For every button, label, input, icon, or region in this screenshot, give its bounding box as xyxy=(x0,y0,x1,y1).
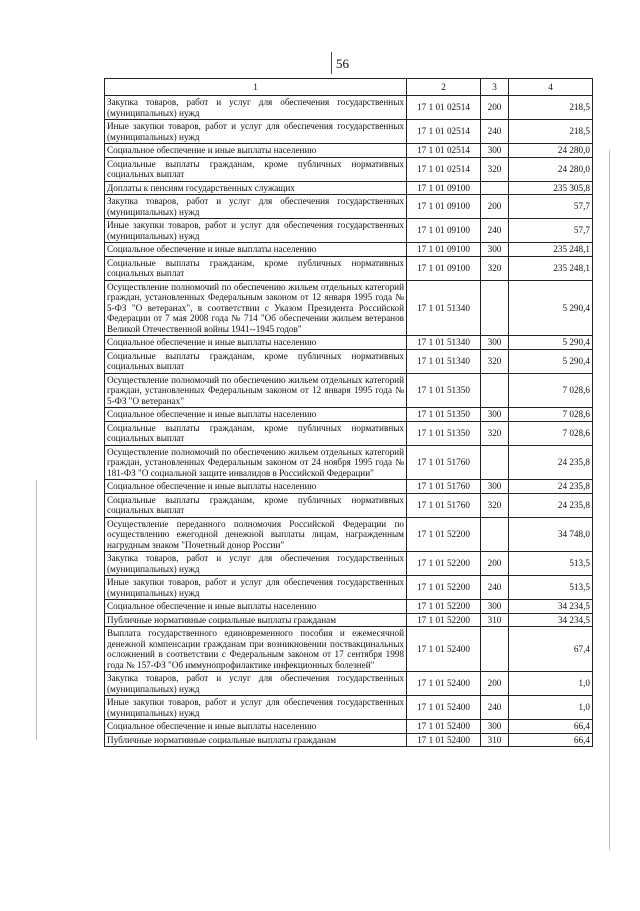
row-amount-cell: 235 305,8 xyxy=(509,181,593,195)
row-name-cell: Доплаты к пенсиям государственных служащих xyxy=(105,181,407,195)
row-code-cell: 17 1 01 02514 xyxy=(407,120,481,144)
row-code-cell: 17 1 01 51340 xyxy=(407,336,481,350)
row-name-cell: Осуществление переданного полномочия Российской Федерации по осуществлению ежегодной денежной выплаты лицам, награжденным нагрудным знаком "Почетный донор России" xyxy=(105,517,407,552)
row-code-cell: 17 1 01 52400 xyxy=(407,720,481,734)
row-name-cell: Выплата государственного единовременного пособия и ежемесячной денежной компенсации гражданам при возникновении поствакцинальных осложнений в соответствии с Федеральным законом от 17 сентября 1998 года № 157-ФЗ "Об иммунопрофилактике инфекционных болезней" xyxy=(105,627,407,672)
row-code-cell: 17 1 01 52400 xyxy=(407,672,481,696)
row-name-cell: Публичные нормативные социальные выплаты гражданам xyxy=(105,613,407,627)
row-name-cell: Осуществление полномочий по обеспечению жильем отдельных категорий граждан, установленных Федеральным законом от 24 ноября 1995 года № 181-ФЗ "О социальной защите инвалидов в Российской Федерации" xyxy=(105,445,407,480)
row-name-cell: Социальные выплаты гражданам, кроме публичных нормативных социальных выплат xyxy=(105,157,407,181)
row-name-cell: Социальное обеспечение и иные выплаты населению xyxy=(105,243,407,257)
table-row xyxy=(105,600,593,614)
row-amount-cell: 5 290,4 xyxy=(509,280,593,336)
row-name-cell: Закупка товаров, работ и услуг для обеспечения государственных (муниципальных) нужд xyxy=(105,552,407,576)
row-code-cell: 17 1 01 51350 xyxy=(407,421,481,445)
table-row xyxy=(105,421,593,445)
row-type-cell xyxy=(481,627,509,672)
table-row xyxy=(105,445,593,480)
table-row xyxy=(105,157,593,181)
row-type-cell xyxy=(481,517,509,552)
table-row xyxy=(105,219,593,243)
row-code-cell: 17 1 01 51760 xyxy=(407,480,481,494)
table-row xyxy=(105,280,593,336)
row-code-cell: 17 1 01 52400 xyxy=(407,627,481,672)
row-type-cell: 240 xyxy=(481,219,509,243)
row-amount-cell: 24 235,8 xyxy=(509,480,593,494)
table-row xyxy=(105,733,593,747)
table-row xyxy=(105,181,593,195)
row-amount-cell: 513,5 xyxy=(509,576,593,600)
row-amount-cell: 235 248,1 xyxy=(509,256,593,280)
scan-margin-line-right xyxy=(609,150,610,850)
row-code-cell: 17 1 01 51760 xyxy=(407,493,481,517)
row-name-cell: Социальное обеспечение и иные выплаты населению xyxy=(105,480,407,494)
row-name-cell: Осуществление полномочий по обеспечению жильем отдельных категорий граждан, установленных Федеральным законом от 12 января 1995 года № 5-ФЗ "О ветеранах", в соответствии с Указом Президента Российской Федерации от 7 мая 2008 года № 714 "Об обеспечении жильем ветеранов Великой Отечественной войны 1941--1945 годов" xyxy=(105,280,407,336)
table-row xyxy=(105,517,593,552)
table-row xyxy=(105,349,593,373)
header-column-2: 2 xyxy=(407,79,481,96)
row-name-cell: Осуществление полномочий по обеспечению жильем отдельных категорий граждан, установленных Федеральным законом от 12 января 1995 года № 5-ФЗ "О ветеранах" xyxy=(105,373,407,408)
table-row xyxy=(105,144,593,158)
row-type-cell: 310 xyxy=(481,613,509,627)
row-code-cell: 17 1 01 02514 xyxy=(407,144,481,158)
row-amount-cell: 34 234,5 xyxy=(509,600,593,614)
table-row xyxy=(105,493,593,517)
table-row xyxy=(105,256,593,280)
row-type-cell xyxy=(481,280,509,336)
row-type-cell: 310 xyxy=(481,733,509,747)
row-name-cell: Социальные выплаты гражданам, кроме публичных нормативных социальных выплат xyxy=(105,256,407,280)
row-name-cell: Социальное обеспечение и иные выплаты населению xyxy=(105,408,407,422)
row-code-cell: 17 1 01 52400 xyxy=(407,733,481,747)
row-amount-cell: 7 028,6 xyxy=(509,421,593,445)
row-amount-cell: 1,0 xyxy=(509,696,593,720)
row-amount-cell: 7 028,6 xyxy=(509,408,593,422)
row-code-cell: 17 1 01 51350 xyxy=(407,373,481,408)
table-row xyxy=(105,336,593,350)
row-amount-cell: 57,7 xyxy=(509,195,593,219)
row-name-cell: Закупка товаров, работ и услуг для обеспечения государственных (муниципальных) нужд xyxy=(105,195,407,219)
table-row xyxy=(105,613,593,627)
row-name-cell: Социальное обеспечение и иные выплаты населению xyxy=(105,336,407,350)
row-code-cell: 17 1 01 51760 xyxy=(407,445,481,480)
row-type-cell xyxy=(481,181,509,195)
row-code-cell: 17 1 01 09100 xyxy=(407,195,481,219)
row-code-cell: 17 1 01 52200 xyxy=(407,517,481,552)
row-name-cell: Иные закупки товаров, работ и услуг для обеспечения государственных (муниципальных) нужд xyxy=(105,219,407,243)
row-code-cell: 17 1 01 52200 xyxy=(407,552,481,576)
table-row xyxy=(105,373,593,408)
row-code-cell: 17 1 01 52200 xyxy=(407,576,481,600)
row-code-cell: 17 1 01 09100 xyxy=(407,181,481,195)
row-code-cell: 17 1 01 51340 xyxy=(407,349,481,373)
row-amount-cell: 513,5 xyxy=(509,552,593,576)
row-type-cell: 300 xyxy=(481,600,509,614)
header-column-3: 3 xyxy=(481,79,509,96)
row-type-cell: 300 xyxy=(481,720,509,734)
row-type-cell: 300 xyxy=(481,243,509,257)
row-type-cell: 300 xyxy=(481,336,509,350)
scan-margin-line-left xyxy=(36,480,37,740)
header-column-4: 4 xyxy=(509,79,593,96)
table-row xyxy=(105,195,593,219)
table-row xyxy=(105,552,593,576)
row-amount-cell: 57,7 xyxy=(509,219,593,243)
row-name-cell: Закупка товаров, работ и услуг для обеспечения государственных (муниципальных) нужд xyxy=(105,96,407,120)
row-amount-cell: 34 748,0 xyxy=(509,517,593,552)
row-type-cell xyxy=(481,373,509,408)
table-row xyxy=(105,96,593,120)
table-row xyxy=(105,672,593,696)
row-type-cell: 300 xyxy=(481,408,509,422)
row-amount-cell: 67,4 xyxy=(509,627,593,672)
row-name-cell: Иные закупки товаров, работ и услуг для обеспечения государственных (муниципальных) нужд xyxy=(105,120,407,144)
header-column-1: 1 xyxy=(105,79,407,96)
row-type-cell: 200 xyxy=(481,96,509,120)
row-name-cell: Социальное обеспечение и иные выплаты населению xyxy=(105,600,407,614)
row-amount-cell: 235 248,1 xyxy=(509,243,593,257)
row-name-cell: Социальные выплаты гражданам, кроме публичных нормативных социальных выплат xyxy=(105,349,407,373)
row-type-cell: 300 xyxy=(481,480,509,494)
table-row xyxy=(105,120,593,144)
row-type-cell xyxy=(481,445,509,480)
row-amount-cell: 5 290,4 xyxy=(509,349,593,373)
table-header-row xyxy=(105,79,593,96)
row-code-cell: 17 1 01 52200 xyxy=(407,613,481,627)
row-name-cell: Социальное обеспечение и иные выплаты населению xyxy=(105,144,407,158)
row-code-cell: 17 1 01 09100 xyxy=(407,256,481,280)
row-amount-cell: 34 234,5 xyxy=(509,613,593,627)
row-amount-cell: 1,0 xyxy=(509,672,593,696)
row-code-cell: 17 1 01 52400 xyxy=(407,696,481,720)
row-code-cell: 17 1 01 02514 xyxy=(407,157,481,181)
table-row xyxy=(105,480,593,494)
row-code-cell: 17 1 01 51350 xyxy=(407,408,481,422)
table-row xyxy=(105,408,593,422)
row-amount-cell: 24 235,8 xyxy=(509,445,593,480)
row-type-cell: 320 xyxy=(481,157,509,181)
row-amount-cell: 24 235,8 xyxy=(509,493,593,517)
row-amount-cell: 24 280,0 xyxy=(509,157,593,181)
row-type-cell: 200 xyxy=(481,195,509,219)
row-code-cell: 17 1 01 09100 xyxy=(407,219,481,243)
row-name-cell: Социальные выплаты гражданам, кроме публичных нормативных социальных выплат xyxy=(105,493,407,517)
row-amount-cell: 218,5 xyxy=(509,120,593,144)
row-name-cell: Закупка товаров, работ и услуг для обеспечения государственных (муниципальных) нужд xyxy=(105,672,407,696)
row-name-cell: Иные закупки товаров, работ и услуг для обеспечения государственных (муниципальных) нужд xyxy=(105,576,407,600)
row-type-cell: 300 xyxy=(481,144,509,158)
row-amount-cell: 5 290,4 xyxy=(509,336,593,350)
budget-table xyxy=(104,78,593,747)
table-row xyxy=(105,627,593,672)
row-type-cell: 320 xyxy=(481,493,509,517)
row-code-cell: 17 1 01 02514 xyxy=(407,96,481,120)
row-amount-cell: 7 028,6 xyxy=(509,373,593,408)
table-row xyxy=(105,720,593,734)
row-amount-cell: 66,4 xyxy=(509,720,593,734)
row-code-cell: 17 1 01 09100 xyxy=(407,243,481,257)
row-type-cell: 200 xyxy=(481,672,509,696)
row-type-cell: 320 xyxy=(481,256,509,280)
row-code-cell: 17 1 01 51340 xyxy=(407,280,481,336)
row-name-cell: Иные закупки товаров, работ и услуг для обеспечения государственных (муниципальных) нужд xyxy=(105,696,407,720)
row-name-cell: Социальное обеспечение и иные выплаты населению xyxy=(105,720,407,734)
row-name-cell: Публичные нормативные социальные выплаты гражданам xyxy=(105,733,407,747)
row-name-cell: Социальные выплаты гражданам, кроме публичных нормативных социальных выплат xyxy=(105,421,407,445)
row-type-cell: 240 xyxy=(481,696,509,720)
page-number: 56 xyxy=(336,56,349,71)
row-amount-cell: 218,5 xyxy=(509,96,593,120)
row-type-cell: 320 xyxy=(481,349,509,373)
table-row xyxy=(105,243,593,257)
row-type-cell: 200 xyxy=(481,552,509,576)
row-amount-cell: 66,4 xyxy=(509,733,593,747)
row-type-cell: 320 xyxy=(481,421,509,445)
row-amount-cell: 24 280,0 xyxy=(509,144,593,158)
row-type-cell: 240 xyxy=(481,576,509,600)
table-row xyxy=(105,576,593,600)
row-type-cell: 240 xyxy=(481,120,509,144)
table-row xyxy=(105,696,593,720)
row-code-cell: 17 1 01 52200 xyxy=(407,600,481,614)
